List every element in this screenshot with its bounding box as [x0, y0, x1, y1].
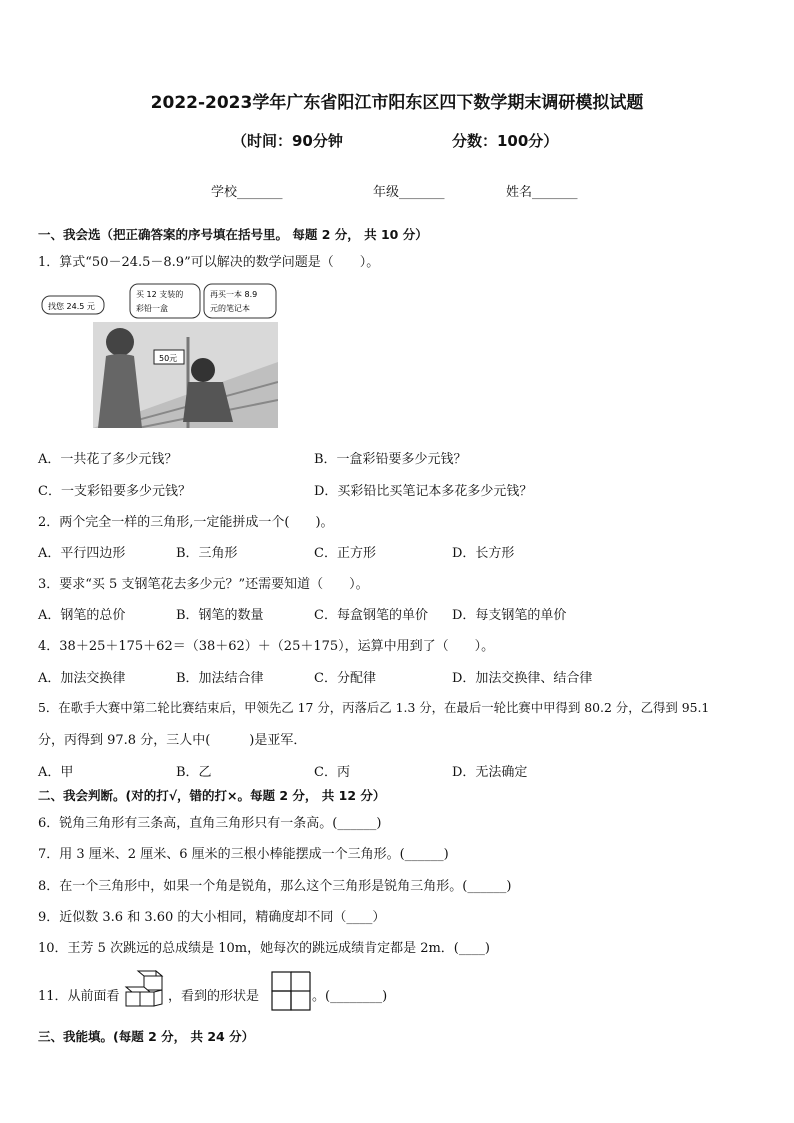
question-11-part-2: ，看到的形状是 [168, 989, 260, 1004]
question-5-line-2: 分，丙得到 97.8 分，三人中( )是亚军． [38, 733, 307, 748]
q4-option-d: D．加法交换律、结合律 [452, 671, 593, 686]
q1-option-b: B．一盒彩铅要多少元钱？ [314, 452, 467, 467]
question-11-part-3: 。(________) [312, 989, 388, 1004]
question-9: 9．近似数 3.6 和 3.60 的大小相同，精确度却不同（____） [38, 910, 386, 925]
q5-option-a: A．甲 [38, 765, 74, 780]
school-field: 学校_______ [211, 185, 283, 200]
q3-option-d: D．每支钢笔的单价 [452, 608, 567, 623]
price-tag: 50元 [159, 354, 178, 363]
question-7: 7．用 3 厘米、2 厘米、6 厘米的三根小棒能摆成一个三角形。(______) [38, 847, 449, 862]
page-title: 2022-2023学年广东省阳江市阳东区四下数学期末调研模拟试题 [150, 93, 644, 113]
question-1: 1．算式“50－24.5－8.9”可以解决的数学问题是（ ）。 [38, 255, 380, 270]
question-8: 8．在一个三角形中，如果一个角是锐角，那么这个三角形是锐角三角形。(______) [38, 879, 512, 894]
bubble-notebook-1: 再买一本 8.9 [210, 290, 258, 299]
name-field: 姓名_______ [506, 185, 578, 200]
q2-option-c: C．正方形 [314, 546, 376, 561]
cube-stack-figure [124, 970, 164, 1008]
q4-option-c: C．分配律 [314, 671, 376, 686]
section-1-heading: 一、我会选（把正确答案的序号填在括号里。 每题 2 分， 共 10 分） [38, 227, 428, 242]
q4-option-b: B．加法结合律 [176, 671, 264, 686]
q5-option-c: C．丙 [314, 765, 350, 780]
exam-score: 分数：100分） [452, 132, 559, 150]
q2-option-a: A．平行四边形 [38, 546, 126, 561]
q3-option-a: A．钢笔的总价 [38, 608, 126, 623]
question-2: 2．两个完全一样的三角形,一定能拼成一个( )。 [38, 515, 334, 530]
question-5-line-1: 5．在歌手大赛中第二轮比赛结束后，甲领先乙 17 分，丙落后乙 1.3 分，在最后一轮比赛中甲得到 80.2 分，乙得到 95.1 [38, 700, 710, 715]
section-3-heading: 三、我能填。(每题 2 分， 共 24 分） [38, 1029, 255, 1044]
section-2-heading: 二、我会判断。(对的打√，错的打×。每题 2 分， 共 12 分） [38, 788, 386, 803]
q3-option-b: B．钢笔的数量 [176, 608, 264, 623]
q5-option-b: B．乙 [176, 765, 212, 780]
front-view-grid-figure [271, 971, 311, 1011]
q1-option-a: A．一共花了多少元钱？ [38, 452, 178, 467]
question-10: 10．王芳 5 次跳远的总成绩是 10m，她每次的跳远成绩肯定都是 2m．(____) [38, 941, 490, 956]
q1-option-c: C．一支彩铅要多少元钱？ [38, 484, 191, 499]
question-1-illustration [38, 282, 278, 428]
q2-option-d: D．长方形 [452, 546, 515, 561]
bubble-change: 找您 24.5 元 [48, 302, 95, 311]
bubble-pencils-1: 买 12 支装的 [136, 290, 184, 299]
question-3: 3．要求“买 5 支钢笔花去多少元？”还需要知道（ ）。 [38, 577, 369, 592]
bubble-notebook-2: 元的笔记本 [210, 304, 250, 313]
q5-option-d: D．无法确定 [452, 765, 528, 780]
q1-option-d: D．买彩铅比买笔记本多花多少元钱？ [314, 484, 533, 499]
q2-option-b: B．三角形 [176, 546, 238, 561]
question-11-part-1: 11．从前面看 [38, 989, 120, 1004]
grade-field: 年级_______ [373, 185, 445, 200]
exam-time: （时间：90分钟 [232, 132, 343, 150]
question-4: 4．38＋25＋175＋62＝（38＋62）＋（25＋175），运算中用到了（ ）。 [38, 639, 495, 654]
q4-option-a: A．加法交换律 [38, 671, 126, 686]
bubble-pencils-2: 彩铅一盒 [136, 304, 168, 313]
question-6: 6．锐角三角形有三条高，直角三角形只有一条高。(______) [38, 816, 382, 831]
q3-option-c: C．每盒钢笔的单价 [314, 608, 428, 623]
